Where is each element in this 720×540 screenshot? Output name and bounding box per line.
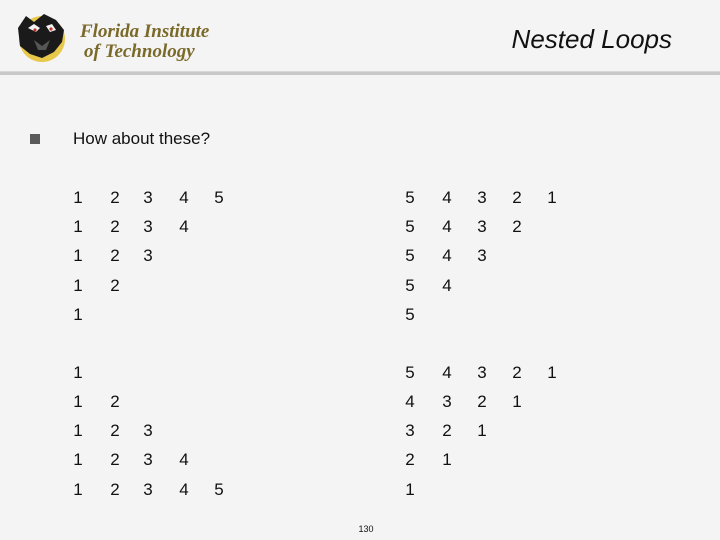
grid-cell-left: 4: [179, 188, 189, 207]
slide-title: Nested Loops: [511, 24, 672, 54]
grid-cell-right: 4: [442, 188, 452, 207]
grid-cell-left: 3: [143, 480, 153, 499]
grid-cell-right: 3: [477, 363, 487, 382]
grid-cell-left: 2: [110, 217, 120, 236]
grid-cell-right: 1: [512, 392, 522, 411]
grid-cell-right: 1: [442, 450, 452, 469]
grid-cell-right: 1: [405, 480, 415, 499]
logo-line-2: of Technology: [84, 41, 195, 62]
grid-cell-right: 5: [405, 305, 415, 324]
grid-cell-left: 1: [73, 276, 83, 295]
grid-cell-left: 3: [143, 217, 153, 236]
grid-cell-left: 1: [73, 217, 83, 236]
grid-cell-left: 1: [73, 421, 83, 440]
grid-cell-left: 2: [110, 246, 120, 265]
grid-cell-right: 4: [442, 217, 452, 236]
grid-cell-right: 3: [442, 392, 452, 411]
grid-cell-right: 5: [405, 276, 415, 295]
grid-cell-left: 3: [143, 450, 153, 469]
grid-cell-left: 1: [73, 305, 83, 324]
grid-cell-right: 1: [547, 363, 557, 382]
grid-cell-right: 4: [442, 246, 452, 265]
grid-cell-right: 3: [477, 246, 487, 265]
grid-cell-left: 2: [110, 188, 120, 207]
grid-cell-left: 1: [73, 392, 83, 411]
page-number: 130: [358, 524, 374, 534]
grid-cell-right: 1: [477, 421, 487, 440]
logo-wordmark: [80, 22, 209, 62]
grid-cell-right: 4: [405, 392, 415, 411]
grid-cell-left: 3: [143, 246, 153, 265]
grid-cell-left: 4: [179, 480, 189, 499]
grid-cell-right: 5: [405, 363, 415, 382]
grid-cell-right: 2: [477, 392, 487, 411]
grid-cell-right: 2: [405, 450, 415, 469]
grid-cell-left: 4: [179, 217, 189, 236]
grid-cell-left: 1: [73, 450, 83, 469]
grid-cell-left: 3: [143, 421, 153, 440]
grid-cell-right: 4: [442, 276, 452, 295]
grid-cell-left: 2: [110, 276, 120, 295]
grid-cell-right: 3: [405, 421, 415, 440]
grid-cell-left: 4: [179, 450, 189, 469]
grid-cell-left: 1: [73, 363, 83, 382]
grid-cell-left: 1: [73, 246, 83, 265]
grid-cell-left: 1: [73, 480, 83, 499]
grid-cell-right: 5: [405, 217, 415, 236]
florida-tech-logo: [12, 8, 210, 66]
grid-cell-left: 2: [110, 392, 120, 411]
grid-cell-right: 2: [442, 421, 452, 440]
header-divider: [0, 71, 720, 75]
grid-cell-left: 1: [73, 188, 83, 207]
grid-cell-right: 5: [405, 246, 415, 265]
grid-cell-right: 2: [512, 217, 522, 236]
grid-cell-right: 2: [512, 188, 522, 207]
panther-icon: [12, 8, 72, 66]
grid-cell-right: 5: [405, 188, 415, 207]
grid-cell-right: 3: [477, 217, 487, 236]
grid-cell-left: 2: [110, 421, 120, 440]
bullet-text: How about these?: [73, 129, 211, 148]
grid-cell-left: 5: [214, 188, 224, 207]
grid-cell-right: 4: [442, 363, 452, 382]
grid-cell-left: 2: [110, 480, 120, 499]
grid-cell-right: 1: [547, 188, 557, 207]
grid-cell-left: 3: [143, 188, 153, 207]
grid-cell-left: 5: [214, 480, 224, 499]
logo-line-1: Florida Institute: [80, 21, 210, 42]
grid-cell-right: 2: [512, 363, 522, 382]
grid-cell-right: 3: [477, 188, 487, 207]
grid-cell-left: 2: [110, 450, 120, 469]
square-bullet-icon: [30, 134, 40, 144]
